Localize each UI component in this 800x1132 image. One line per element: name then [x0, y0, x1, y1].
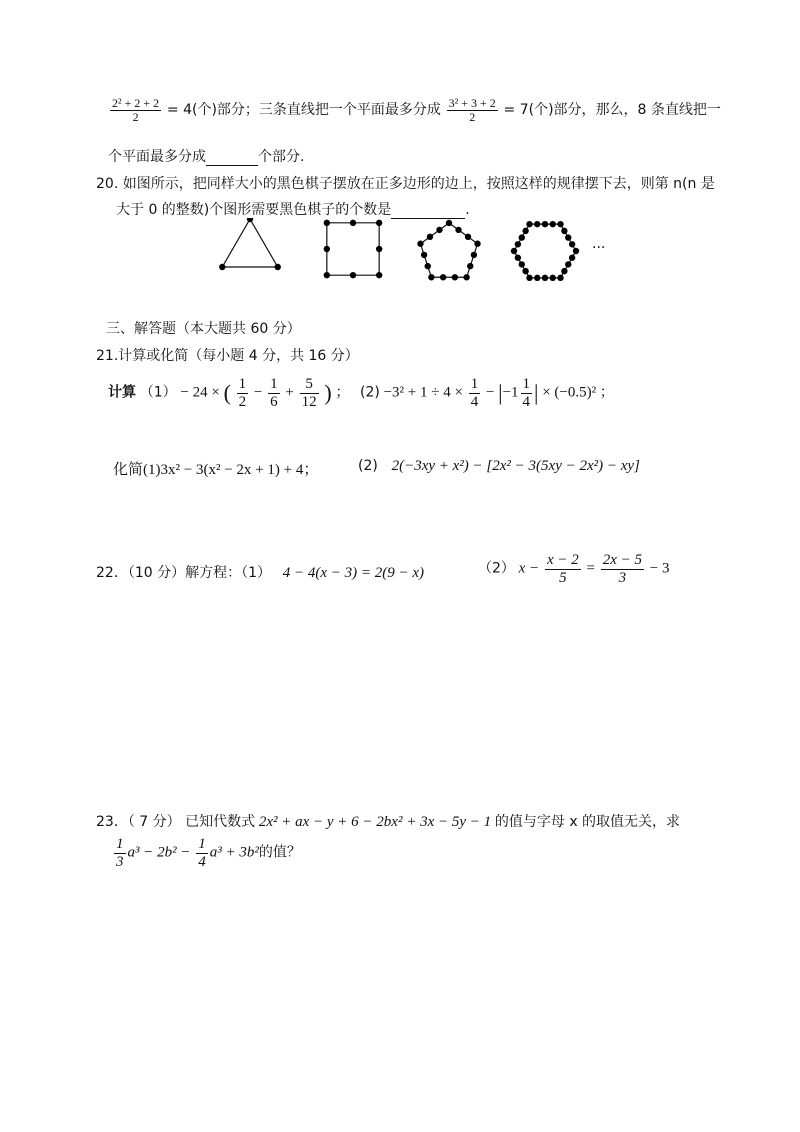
square-dot [324, 246, 330, 252]
pentagon-dot [427, 234, 433, 240]
polygon-figures [215, 218, 615, 283]
q20-line1: 20. 如图所示，把同样大小的黑色棋子摆放在正多边形的边上，按照这样的规律摆下去，则第 n(n 是 [96, 176, 715, 192]
pentagon-dot [421, 252, 427, 258]
hexagon-dot [573, 248, 579, 254]
hexagon-dot [542, 221, 548, 227]
hexagon-dot [522, 228, 528, 234]
hexagon-dot [534, 275, 540, 281]
pentagon-dot [436, 227, 442, 233]
q21-title: 21.计算或化简（每小题 4 分，共 16 分） [96, 348, 359, 364]
hexagon-dot [561, 228, 567, 234]
pentagon-dot [465, 234, 471, 240]
q20-line2: 大于 0 的整数)个图形需要黑色棋子的个数是 . [116, 202, 470, 218]
fraction: $\frac{1}{2}$ [238, 376, 247, 410]
pentagon-dot [467, 263, 473, 269]
square-dot [376, 272, 382, 278]
triangle-outline [222, 219, 277, 267]
q23-line1: 23．（ 7 分） 已知代数式 2x² + ax − y + 6 − 2bx² + 3x − 5y − 1 的值与字母 x 的取值无关，求 [96, 814, 681, 830]
square-dot [324, 220, 330, 226]
q19-fraction-1: $\frac{\text{2² + 2 + 2}}{2}$ [112, 96, 160, 125]
hexagon-dot [565, 261, 571, 267]
pentagon-dot [471, 252, 477, 258]
hexagon-dot [569, 255, 575, 261]
square-dot [350, 220, 356, 226]
fraction: $\frac{5}{12}$ [301, 376, 317, 410]
hexagon-dot [550, 275, 556, 281]
hexagon-dot [550, 221, 556, 227]
hexagon-dot [526, 275, 532, 281]
hexagon-dot [557, 221, 563, 227]
square-dot [350, 272, 356, 278]
hexagon-dot [511, 248, 517, 254]
triangle-dot [275, 264, 281, 270]
square-dot [324, 272, 330, 278]
hexagon-dot [542, 275, 548, 281]
q21-simplify-2: (2) 2(−3xy + x²) − [2x² − 3(5xy − 2x²) − xy] [358, 458, 640, 474]
pentagon-dot [425, 263, 431, 269]
pentagon-dot [446, 220, 452, 226]
fraction: $\frac{1}{4}$ [470, 376, 479, 410]
hexagon-dot [565, 234, 571, 240]
q19-fraction-2: $\frac{\text{3² + 3 + 2}}{2}$ [448, 96, 496, 125]
section-3-title: 三、解答题（本大题共 60 分） [106, 321, 301, 337]
q23-line2: $\frac{1}{3}$ a³ − 2b² − $\frac{1}{4}$ a³ + 3b²的值？ [116, 836, 301, 870]
fraction: $\frac{1}{4}$ [522, 376, 531, 410]
q22-part1: 22．（10 分）解方程：（1） 4 − 4(x − 3) = 2(9 − x) [96, 565, 425, 581]
pentagon-dot [428, 274, 434, 280]
triangle-dot [247, 218, 253, 222]
fraction: $\frac{1}{6}$ [270, 376, 278, 410]
pentagon-dot [440, 274, 446, 280]
hexagon-dot [522, 268, 528, 274]
hexagon-dot [526, 221, 532, 227]
pentagon-dot [417, 241, 423, 247]
pentagon-outline [420, 223, 477, 277]
pentagon-dot [452, 274, 458, 280]
pentagon-dot [455, 227, 461, 233]
q21-part1: 计算 （1） − 24 × ( $\frac{1}{2}$ − $\frac{1}{6}$ + $\frac{5}{12}$ ) ； [108, 376, 350, 410]
q21-simplify-1: 化简(1)3x² − 3(x² − 2x + 1) + 4； [113, 462, 319, 478]
fraction: $\frac{x - 2}{5}$ [546, 552, 579, 586]
square-outline [327, 223, 379, 275]
q19-line1: $\frac{\text{2² + 2 + 2}}{2}$ = 4(个)部分；三条直线把一个平面最多分成 $\frac{\text{3² + 3 + 2}}{2}$ = 7(个)部分，那么，8 条直线把一 [112, 96, 721, 125]
q21-part2: (2) −3² + 1 ÷ 4 × $\frac{1}{4}$ − |−1 $\frac{1}{4}$ | × (−0.5)² ； [360, 376, 614, 410]
q19-line2: 个平面最多分成 个部分. [108, 149, 305, 165]
hexagon-dot [557, 275, 563, 281]
hexagon-dot [515, 241, 521, 247]
figure-ellipsis: ··· [592, 240, 606, 256]
hexagon-dot [534, 221, 540, 227]
q22-part2: （2） x − $\frac{x - 2}{5}$ = $\frac{2x - 5}{3}$ − 3 [478, 552, 670, 586]
answer-blank[interactable] [391, 202, 465, 219]
square-dot [376, 246, 382, 252]
fraction: $\frac{2x - 5}{3}$ [602, 552, 642, 586]
square-dot [376, 220, 382, 226]
hexagon-dot [515, 255, 521, 261]
fraction: $\frac{1}{4}$ [198, 836, 206, 870]
hexagon-dot [519, 261, 525, 267]
fraction: $\frac{1}{3}$ [116, 836, 124, 870]
pentagon-dot [474, 241, 480, 247]
pentagon-dot [463, 274, 469, 280]
hexagon-dot [519, 234, 525, 240]
hexagon-dot [561, 268, 567, 274]
answer-blank[interactable] [206, 149, 258, 166]
hexagon-dot [569, 241, 575, 247]
triangle-dot [219, 264, 225, 270]
